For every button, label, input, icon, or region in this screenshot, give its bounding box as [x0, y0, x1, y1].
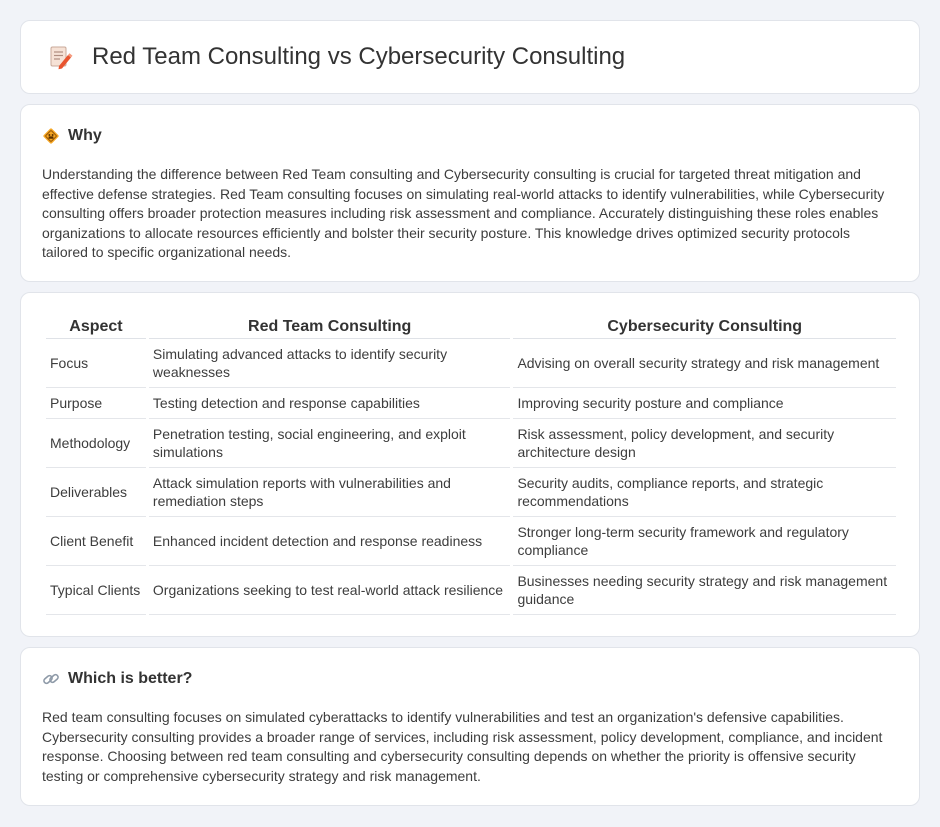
row-cybersecurity: Security audits, compliance reports, and strategic recommendations	[513, 468, 896, 517]
why-title: Why	[68, 127, 102, 144]
row-cybersecurity: Risk assessment, policy development, and security architecture design	[513, 419, 896, 468]
table-row	[46, 468, 896, 517]
row-red-team: Organizations seeking to test real-world attack resilience	[149, 566, 511, 615]
page-title: Red Team Consulting vs Cybersecurity Consulting	[92, 43, 626, 70]
row-red-team: Simulating advanced attacks to identify security weaknesses	[149, 339, 511, 388]
header-red-team: Red Team Consulting	[149, 315, 511, 339]
row-red-team: Penetration testing, social engineering, and exploit simulations	[149, 419, 511, 468]
row-cybersecurity: Stronger long-term security framework and regulatory compliance	[513, 517, 896, 566]
link-icon	[42, 670, 60, 688]
row-red-team: Enhanced incident detection and response readiness	[149, 517, 511, 566]
table-row	[46, 566, 896, 615]
row-aspect: Typical Clients	[46, 566, 146, 615]
table-row	[46, 517, 896, 566]
better-title: Which is better?	[68, 670, 193, 687]
document-edit-icon	[47, 44, 73, 70]
comparison-section	[20, 292, 920, 637]
better-text: Red team consulting focuses on simulated cyberattacks to identify vulnerabilities and test an organization's defensive capabilities. Cybersecurity consulting provides a broader range of services, including risk assessment, policy development, compliance, and incident response. Choosing between red team consulting and cybersecurity consulting depends on whether the priority is offensive security testing or comprehensive cybersecurity strategy and risk management.	[42, 709, 883, 784]
why-section	[20, 104, 920, 282]
title-card	[20, 20, 920, 94]
comparison-table	[43, 315, 899, 615]
row-aspect: Purpose	[46, 388, 146, 419]
why-text: Understanding the difference between Red Team consulting and Cybersecurity consulting is crucial for targeted threat mitigation and effective defense strategies. Red Team consulting focuses on simulating real-world attacks to identify vulnerabilities, while Cybersecurity consulting offers broader protection measures including risk assessment and compliance. Accurately distinguishing these roles enables organizations to allocate resources efficiently and bolster their security posture. This knowledge drives optimized security protocols tailored to specific organizational needs.	[42, 166, 885, 261]
title-row	[47, 43, 625, 71]
row-red-team: Attack simulation reports with vulnerabilities and remediation steps	[149, 468, 511, 517]
why-heading	[42, 127, 102, 145]
diamond-sign-icon	[42, 127, 60, 145]
table-row	[46, 388, 896, 419]
row-cybersecurity: Improving security posture and compliance	[513, 388, 896, 419]
which-better-section	[20, 647, 920, 806]
header-aspect: Aspect	[46, 315, 146, 339]
row-aspect: Client Benefit	[46, 517, 146, 566]
row-cybersecurity: Businesses needing security strategy and risk management guidance	[513, 566, 896, 615]
header-cybersecurity: Cybersecurity Consulting	[513, 315, 896, 339]
row-aspect: Deliverables	[46, 468, 146, 517]
table-header-row	[46, 315, 896, 339]
row-aspect: Methodology	[46, 419, 146, 468]
row-red-team: Testing detection and response capabilities	[149, 388, 511, 419]
table-row	[46, 339, 896, 388]
row-aspect: Focus	[46, 339, 146, 388]
table-row	[46, 419, 896, 468]
better-heading	[42, 670, 192, 688]
row-cybersecurity: Advising on overall security strategy and risk management	[513, 339, 896, 388]
